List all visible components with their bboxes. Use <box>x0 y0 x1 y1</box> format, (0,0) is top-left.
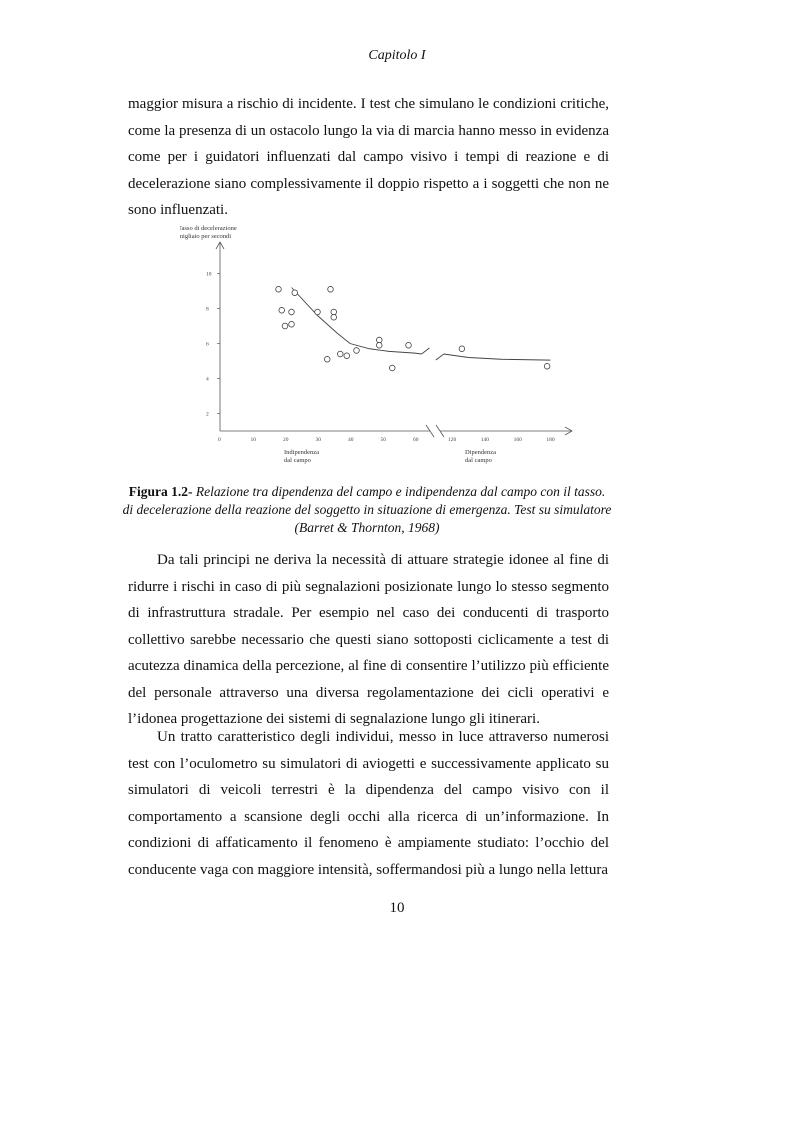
paragraph-3: Un tratto caratteristico degli individui, messo in luce attraverso numerosi test con l’oculometro su simulatori di aviogetti e successivamente applicato su simulatori di veicoli terrestri è la dipendenza del campo visivo con il comportamento a scansione degli occhi alla ricerca di un’informazione. In condizioni di affaticamento il fenomeno è ampiamente studiato: l’occhio del conducente vaga con maggiore intensità, soffermandosi più a lungo nella lettura <box>128 729 609 878</box>
y-axis-label-line2: migliaio per secondi <box>180 233 232 240</box>
data-point <box>331 314 337 320</box>
data-point <box>406 342 412 348</box>
data-point <box>344 353 350 359</box>
y-tick-label: 4 <box>206 376 209 383</box>
paragraph-2: Da tali principi ne deriva la necessità di attuare strategie idonee al fine di ridurre i rischi in caso di più segnalazioni posizionate lungo lo stesso segmento di infrastruttura stradale. Per esempio nel caso dei conducenti di trasporto collettivo sarebbe necessario che questi siano sottoposti ciclicamente a test di acutezza dinamica della percezione, al fine di consentire l’utilizzo più efficiente del personale attraverso una diversa regolamentazione dei cicli operativi e l’idonea progettazione dei sistemi di segnalazione lungo gli itinerari. <box>128 552 609 727</box>
running-header: Capitolo I <box>368 48 426 63</box>
data-point <box>376 337 382 343</box>
y-axis-label-line1: Tasso di decelerazione <box>180 225 237 232</box>
x-tick-label: 30 <box>315 437 321 443</box>
paragraph-1: maggior misura a rischio di incidente. I test che simulano le condizioni critiche, come la presenza di un ostacolo lungo la via di marcia hanno messo in evidenza come per i guidatori influenzati dal campo visivo i tempi di reazione e di decelerazione siano complessivamente il doppio rispetto a i soggetti che non ne sono influenzati. <box>128 96 609 218</box>
x-tick-label: 50 <box>380 437 386 443</box>
data-point <box>544 363 550 369</box>
data-point <box>276 286 282 292</box>
data-point <box>354 348 360 354</box>
data-point <box>289 309 295 315</box>
caption-text: Relazione tra dipendenza del campo e indipendenza dal campo con il tasso. di decelerazione della reazione del soggetto in situazione di emergenza. Test su simulatore (Barret & Thornton, 1968) <box>122 484 612 535</box>
x-tick-label: 60 <box>413 437 419 443</box>
data-point <box>315 309 321 315</box>
y-ticks <box>206 272 220 418</box>
scatter-chart <box>180 220 580 470</box>
trend-curve-right <box>444 354 551 360</box>
x-tick-label: 10 <box>250 437 256 443</box>
data-point <box>279 307 285 313</box>
caption-label: Figura 1.2- <box>128 484 193 499</box>
x-label-left-line1: Indipendenza <box>284 449 320 456</box>
y-tick-label: 2 <box>206 411 209 418</box>
x-tick-label: 140 <box>480 437 490 443</box>
figure-caption <box>122 483 612 537</box>
trend-curve <box>292 288 551 361</box>
x-tick-label: 20 <box>283 437 289 443</box>
y-tick-label: 6 <box>206 341 209 348</box>
x-tick-label: 180 <box>546 437 555 443</box>
x-tick-label: 0 <box>218 437 221 443</box>
data-point <box>289 321 295 327</box>
x-tick-label: 40 <box>348 437 354 443</box>
curve-break-mark <box>422 348 430 354</box>
data-point <box>337 351 343 357</box>
data-point <box>324 356 330 362</box>
data-point <box>389 365 395 371</box>
data-point <box>331 309 337 315</box>
data-point <box>328 286 334 292</box>
page-number: 10 <box>389 900 405 916</box>
figure-chart <box>180 220 580 470</box>
x-tick-label: 160 <box>513 437 522 443</box>
data-point <box>292 290 298 296</box>
x-label-right-line2: dal campo <box>465 457 492 464</box>
x-label-left-line2: dal campo <box>284 457 311 464</box>
x-label-right-line1: Dipendenza <box>465 449 497 456</box>
y-tick-label: 10 <box>206 271 212 278</box>
data-points <box>276 286 550 370</box>
curve-break-mark <box>436 354 444 360</box>
x-ticks <box>218 437 555 443</box>
data-point <box>459 346 465 352</box>
data-point <box>376 342 382 348</box>
y-tick-label: 8 <box>206 306 209 313</box>
trend-curve-left <box>292 288 422 355</box>
x-tick-label: 120 <box>448 437 457 443</box>
chart-axes <box>216 242 572 437</box>
data-point <box>282 323 288 329</box>
